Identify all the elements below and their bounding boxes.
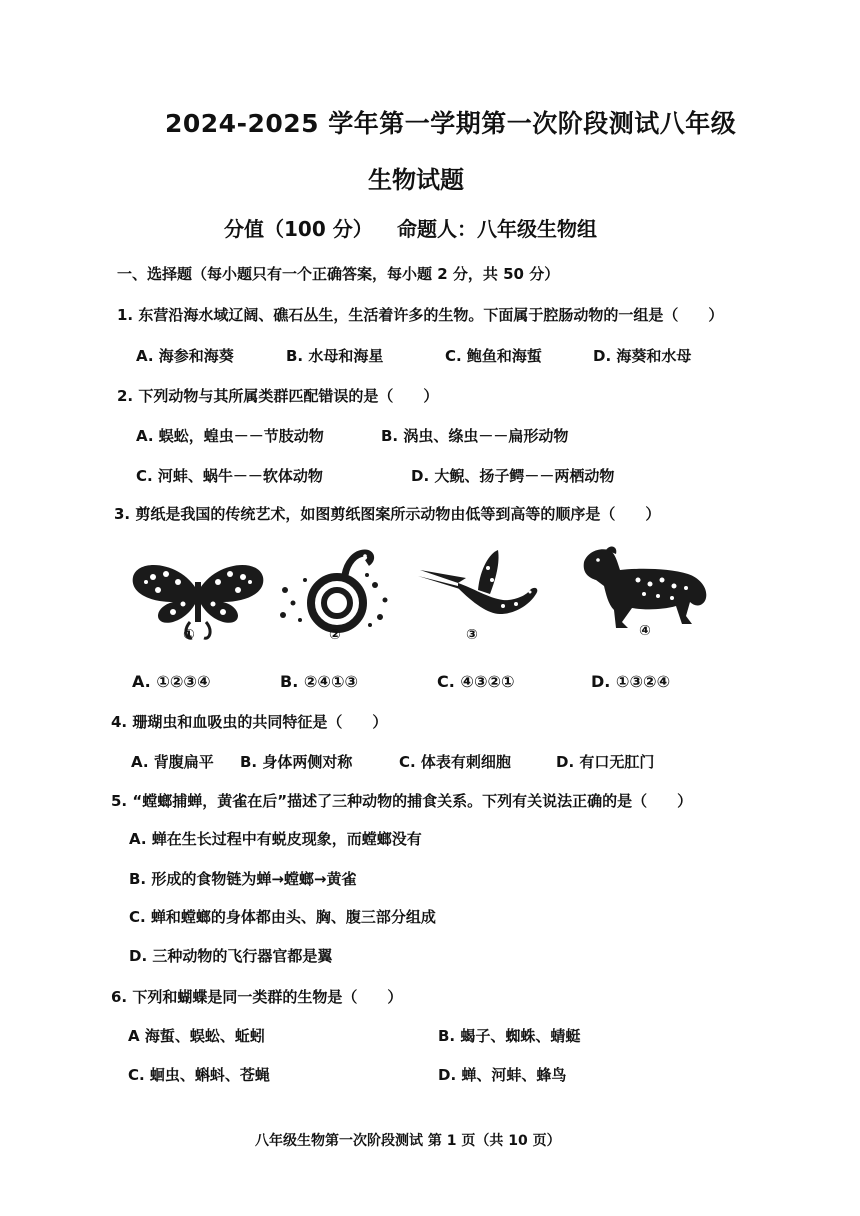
exam-title: 2024-2025 学年第一学期第一次阶段测试八年级 [165,109,737,138]
question-3-stem: 3. 剪纸是我国的传统艺术，如图剪纸图案所示动物由低等到高等的顺序是（ ） [114,505,661,523]
question-6-stem: 6. 下列和蝴蝶是同一类群的生物是（ ） [111,988,403,1006]
bird-papercut-figure [418,548,544,630]
q6-option-b: B. 蝎子、蜘蛛、蜻蜓 [438,1027,581,1045]
q5-option-d: D. 三种动物的飞行器官都是翼 [129,947,333,965]
q5-option-c: C. 蝉和螳螂的身体都由头、胸、腹三部分组成 [129,908,436,926]
figure-label-3: ③ [466,627,478,643]
question-2-stem: 2. 下列动物与其所属类群匹配错误的是（ ） [117,387,439,405]
q1-option-b: B. 水母和海星 [286,347,384,365]
q1-option-a: A. 海参和海葵 [136,347,234,365]
question-1-stem: 1. 东营沿海水域辽阔、礁石丛生，生活着许多的生物。下面属于腔肠动物的一组是（ ） [117,306,724,324]
q1-option-d: D. 海葵和水母 [593,347,692,365]
butterfly-papercut-figure [128,552,268,648]
horse-papercut-figure [578,544,714,630]
q2-option-c: C. 河蚌、蜗牛－－软体动物 [136,467,323,485]
section-heading: 一、选择题（每小题只有一个正确答案，每小题 2 分，共 50 分） [117,265,560,283]
snake-papercut-figure [275,545,397,637]
q4-option-c: C. 体表有刺细胞 [399,753,511,771]
author-label: 命题人：八年级生物组 [397,217,597,241]
question-5-stem: 5. “螳螂捕蝉，黄雀在后”描述了三种动物的捕食关系。下列有关说法正确的是（ ） [111,792,693,810]
q2-option-d: D. 大鲵、扬子鳄－－两栖动物 [411,467,615,485]
q4-option-a: A. 背腹扁平 [131,753,214,771]
q5-option-b: B. 形成的食物链为蝉→螳螂→黄雀 [129,870,357,888]
figure-label-1: ① [183,627,195,643]
page-footer: 八年级生物第一次阶段测试 第 1 页（共 10 页） [255,1133,561,1149]
q1-option-c: C. 鲍鱼和海蜇 [445,347,542,365]
q3-option-c: C. ④③②① [437,672,515,691]
figure-label-4: ④ [639,623,651,639]
q2-option-a: A. 蜈蚣，蝗虫－－节肢动物 [136,427,324,445]
q5-option-a: A. 蝉在生长过程中有蜕皮现象，而螳螂没有 [129,830,422,848]
score-label: 分值（100 分） [224,217,373,241]
q6-option-c: C. 蛔虫、蝌蚪、苍蝇 [128,1066,270,1084]
q6-option-a: A 海蜇、蜈蚣、蚯蚓 [128,1027,265,1045]
q3-option-a: A. ①②③④ [132,672,211,691]
q4-option-d: D. 有口无肛门 [556,753,655,771]
q4-option-b: B. 身体两侧对称 [240,753,353,771]
q3-option-d: D. ①③②④ [591,672,671,691]
q6-option-d: D. 蝉、河蚌、蜂鸟 [438,1066,567,1084]
q2-option-b: B. 涡虫、绦虫－－扁形动物 [381,427,569,445]
question-4-stem: 4. 珊瑚虫和血吸虫的共同特征是（ ） [111,713,388,731]
exam-subtitle: 生物试题 [368,166,464,194]
figure-label-2: ② [329,627,341,643]
q3-option-b: B. ②④①③ [280,672,359,691]
